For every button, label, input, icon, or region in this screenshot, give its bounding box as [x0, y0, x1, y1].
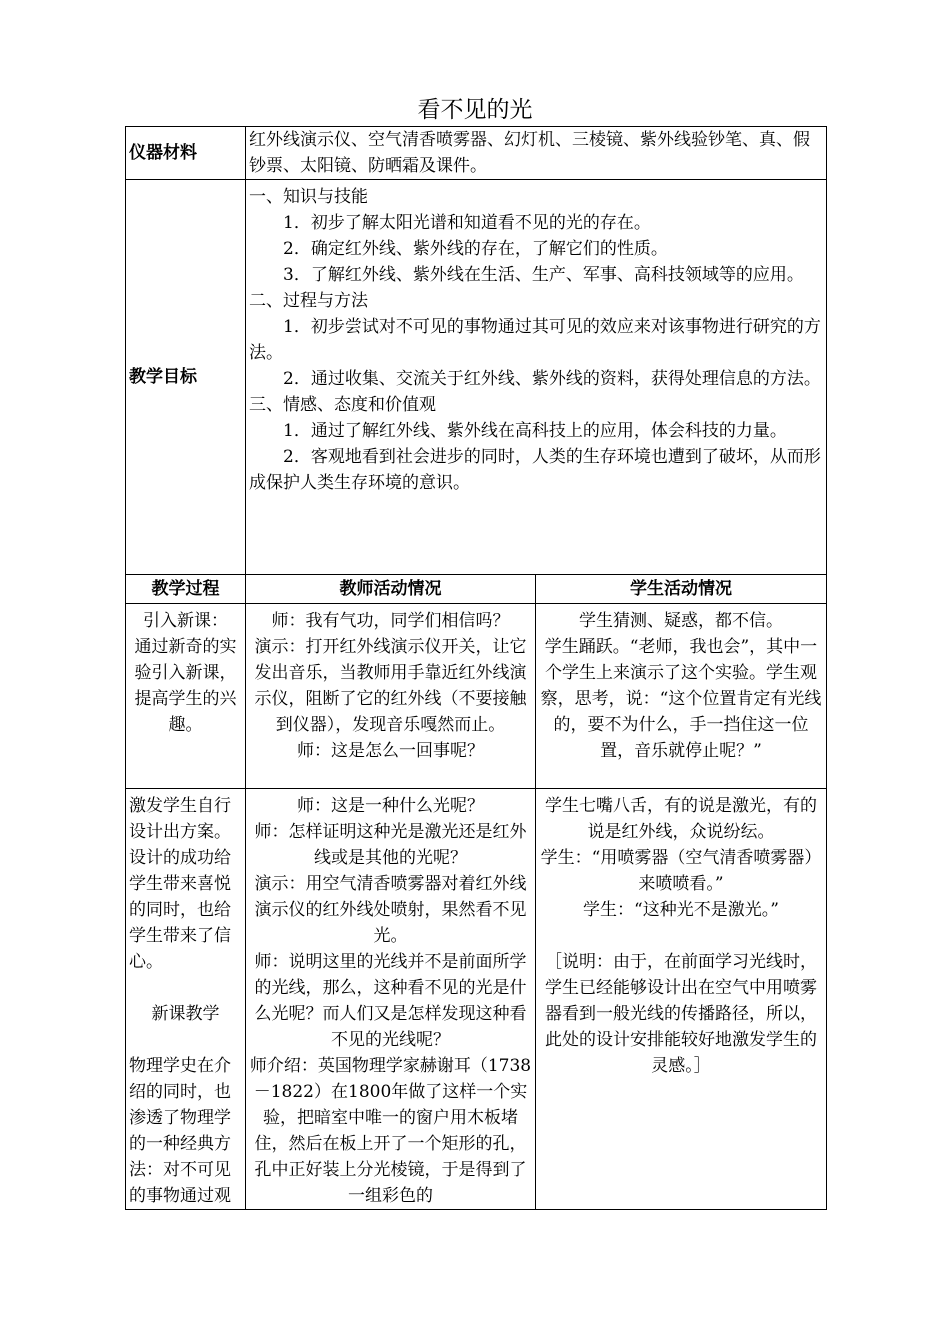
student-text: 学生踊跃。“老师，我也会”，其中一个学生上来演示了这个实验。学生观察，思考，说：“这个位置肯定有光线的，要不为什么，手一挡住这一位置，音乐就停止呢？”: [540, 637, 822, 761]
goals-label: 教学目标: [126, 180, 246, 575]
teacher-text: 演示：打开红外线演示仪开关，让它发出音乐，当教师用手靠近红外线演示仪，阻断了它的红外线（不要接触到仪器），发现音乐嘎然而止。: [254, 637, 527, 735]
student-text: 学生猜测、疑惑，都不信。: [579, 611, 783, 631]
teacher-text: 师介绍：英国物理学家赫谢耳（1738－1822）在1800年做了这样一个实验，把暗室中唯一的窗户用木板堵住，然后在板上开了一个矩形的孔，孔中正好装上分光棱镜，于是得到了一组彩色的: [249, 1056, 532, 1206]
process-row-intro: [126, 604, 827, 789]
process-cell: [126, 604, 246, 789]
process-text: 通过新奇的实验引入新课，提高学生的兴趣。: [134, 637, 237, 735]
goal-item: 1．通过了解红外线、紫外线在高科技上的应用，体会科技的力量。: [283, 421, 787, 441]
student-text: ［说明：由于，在前面学习光线时，学生已经能够设计出在空气中用喷雾器看到一般光线的传播路径，所以，此处的设计安排能较好地激发学生的灵感。］: [545, 952, 817, 1076]
goal-item: 2．客观地看到社会进步的同时，人类的生存环境也遭到了破坏，从而形成保护人类生存环境的意识。: [249, 447, 821, 493]
student-cell: [536, 789, 827, 1210]
process-text: 引入新课：: [143, 611, 228, 631]
materials-row: [126, 127, 827, 180]
process-text: 物理学史在介绍的同时，也渗透了物理学的一种经典方法：对不可见的事物通过观: [129, 1056, 231, 1206]
teacher-cell: [246, 789, 536, 1210]
goal-item: 3．了解红外线、紫外线在生活、生产、军事、高科技领域等的应用。: [283, 265, 804, 285]
header-process: 教学过程: [126, 575, 246, 604]
teacher-text: 师：说明这里的光线并不是前面所学的光线，那么，这种看不见的光是什么光呢？而人们又是怎样发现这种看不见的光线呢？: [254, 952, 527, 1050]
process-text: 激发学生自行设计出方案。设计的成功给学生带来喜悦的同时，也给学生带来了信心。: [129, 796, 231, 972]
teacher-text: 师：我有气功，同学们相信吗？: [271, 611, 510, 631]
goals-row: [126, 180, 827, 575]
teacher-text: 师：这是怎么一回事呢？: [297, 741, 484, 761]
student-cell: [536, 604, 827, 789]
teacher-text: 师：这是一种什么光呢？: [297, 796, 484, 816]
teacher-text: 演示：用空气清香喷雾器对着红外线演示仪的红外线处喷射，果然看不见光。: [254, 874, 527, 946]
student-text: 学生：“用喷雾器（空气清香喷雾器）来喷喷看。”: [540, 848, 822, 894]
teacher-cell: [246, 604, 536, 789]
lesson-table: [125, 126, 827, 1210]
goal-item: 1．初步了解太阳光谱和知道看不见的光的存在。: [283, 213, 651, 233]
student-text: 学生七嘴八舌，有的说是激光，有的说是红外线，众说纷纭。: [545, 796, 817, 842]
materials-label: 仪器材料: [126, 127, 246, 180]
student-text: 学生：“这种光不是激光。”: [583, 900, 779, 920]
goal-heading: 一、知识与技能: [249, 187, 368, 207]
teacher-text: 师：怎样证明这种光是激光还是红外线或是其他的光呢？: [254, 822, 527, 868]
page-title: 看不见的光: [417, 97, 533, 123]
process-text: 新课教学: [151, 1004, 220, 1024]
goal-heading: 二、过程与方法: [249, 291, 368, 311]
header-row: [126, 575, 827, 604]
goals-content: [246, 180, 827, 575]
goal-item: 2．确定红外线、紫外线的存在，了解它们的性质。: [283, 239, 668, 259]
header-teacher: 教师活动情况: [246, 575, 536, 604]
goal-heading: 三、情感、态度和价值观: [249, 395, 436, 415]
process-cell: [126, 789, 246, 1210]
goal-item: 2．通过收集、交流关于红外线、紫外线的资料，获得处理信息的方法。: [283, 369, 821, 389]
process-row-design: [126, 789, 827, 1210]
header-student: 学生活动情况: [536, 575, 827, 604]
materials-text: 红外线演示仪、空气清香喷雾器、幻灯机、三棱镜、紫外线验钞笔、真、假钞票、太阳镜、防晒霜及课件。: [246, 127, 827, 180]
goal-item: 1．初步尝试对不可见的事物通过其可见的效应来对该事物进行研究的方法。: [249, 317, 821, 363]
